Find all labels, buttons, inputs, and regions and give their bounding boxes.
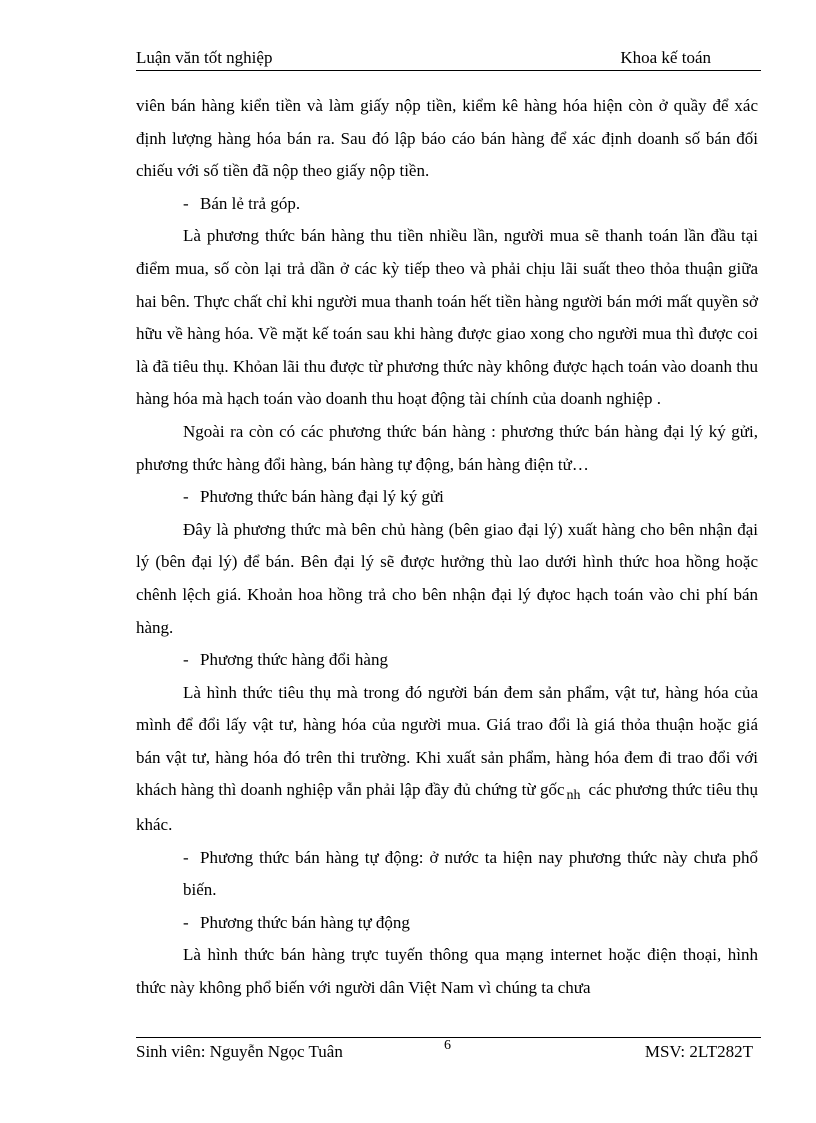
footer-student-name: Sinh viên: Nguyễn Ngọc Tuân bbox=[136, 1042, 343, 1061]
page-body bbox=[136, 90, 758, 1005]
bullet-text: Bán lẻ trả góp. bbox=[200, 193, 301, 213]
stray-text-nh: nh bbox=[566, 788, 581, 804]
paragraph-other-methods: Ngoài ra còn có các phương thức bán hàng : phương thức bán hàng đại lý ký gửi, phương thức hàng đổi hàng, bán hàng tự động, bán hàng điện tử… bbox=[136, 421, 758, 474]
bullet-dash: - bbox=[183, 847, 189, 867]
bullet-dash: - bbox=[183, 193, 189, 213]
footer-student-id: MSV: 2LT282T bbox=[644, 1042, 753, 1061]
bullet-text: Phương thức bán hàng tự động: ở nước ta hiện nay phương thức này chưa phổ biến. bbox=[183, 847, 758, 900]
paragraph-online-sales: Là hình thức bán hàng trực tuyến thông qua mạng internet hoặc điện thoại, hình thức này không phổ biến với người dân Việt Nam vì chúng ta chưa bbox=[136, 945, 758, 998]
bullet-consignment bbox=[136, 481, 758, 514]
bullet-barter bbox=[136, 644, 758, 677]
paragraph-continuation: viên bán hàng kiển tiền và làm giấy nộp tiền, kiểm kê hàng hóa hiện còn ở quầy để xác định lượng hàng hóa bán ra. Sau đó lập báo cáo bán hàng để xác định doanh số bán đối chiếu với số tiền đã nộp theo giấy nộp tiền. bbox=[136, 96, 758, 181]
header-thesis-title: Luận văn tốt nghiệp bbox=[136, 48, 273, 67]
bullet-dash: - bbox=[183, 912, 189, 932]
bullet-text: Phương thức bán hàng tự động bbox=[200, 912, 410, 932]
paragraph-barter-end: các phương thức tiêu thụ khác. bbox=[136, 780, 758, 835]
bullet-dash: - bbox=[183, 487, 189, 507]
paragraph-barter bbox=[136, 677, 758, 842]
paragraph-consignment: Đây là phương thức mà bên chủ hàng (bên giao đại lý) xuất hàng cho bên nhận đại lý (bên đại lý) để bán. Bên đại lý sẽ được hưởng thù lao dưới hình thức hoa hồng hoặc chênh lệch giá. Khoản hoa hồng trả cho bên nhận đại lý đựoc hạch toán vào chi phí bán hàng. bbox=[136, 519, 758, 637]
page-header bbox=[136, 48, 761, 72]
page-footer bbox=[136, 1038, 761, 1066]
bullet-installment-retail bbox=[136, 188, 758, 221]
header-department: Khoa kế toán bbox=[620, 48, 711, 67]
bullet-automatic-sales bbox=[136, 907, 758, 940]
footer-page-number: 6 bbox=[444, 1038, 451, 1053]
header-rule bbox=[136, 70, 761, 71]
bullet-dash: - bbox=[183, 650, 189, 670]
paragraph-barter-text: Là hình thức tiêu thụ mà trong đó người bán đem sản phẩm, vật tư, hàng hóa của mình để đổi lấy vật tư, hàng hóa của người mua. Giá trao đổi là giá thỏa thuận hoặc giá bán vật tư, hàng hóa đó trên thi trường. Khi xuất sản phẩm, hàng hóa đem đi trao đổi với khách hàng thì doanh nghiệp vẫn phải lập đầy đủ chứng từ gốc bbox=[136, 682, 758, 800]
bullet-automatic-sales-note bbox=[136, 842, 758, 907]
paragraph-installment: Là phương thức bán hàng thu tiền nhiều lần, người mua sẽ thanh toán lần đầu tại điểm mua, số còn lại trả dần ở các kỳ tiếp theo và phải chịu lãi suất theo thỏa thuận giữa hai bên. Thực chất chỉ khi người mua thanh toán hết tiền hàng người bán mới mất quyền sở hữu về hàng hóa. Về mặt kế toán sau khi hàng được giao xong cho người mua thì được coi là đã tiêu thụ. Khỏan lãi thu được từ phương thức này không được hạch toán vào doanh thu hàng hóa mà hạch toán vào doanh thu hoạt động tài chính của doanh nghiệp . bbox=[136, 226, 758, 409]
bullet-text: Phương thức bán hàng đại lý ký gửi bbox=[200, 487, 444, 507]
bullet-text: Phương thức hàng đổi hàng bbox=[200, 650, 388, 670]
